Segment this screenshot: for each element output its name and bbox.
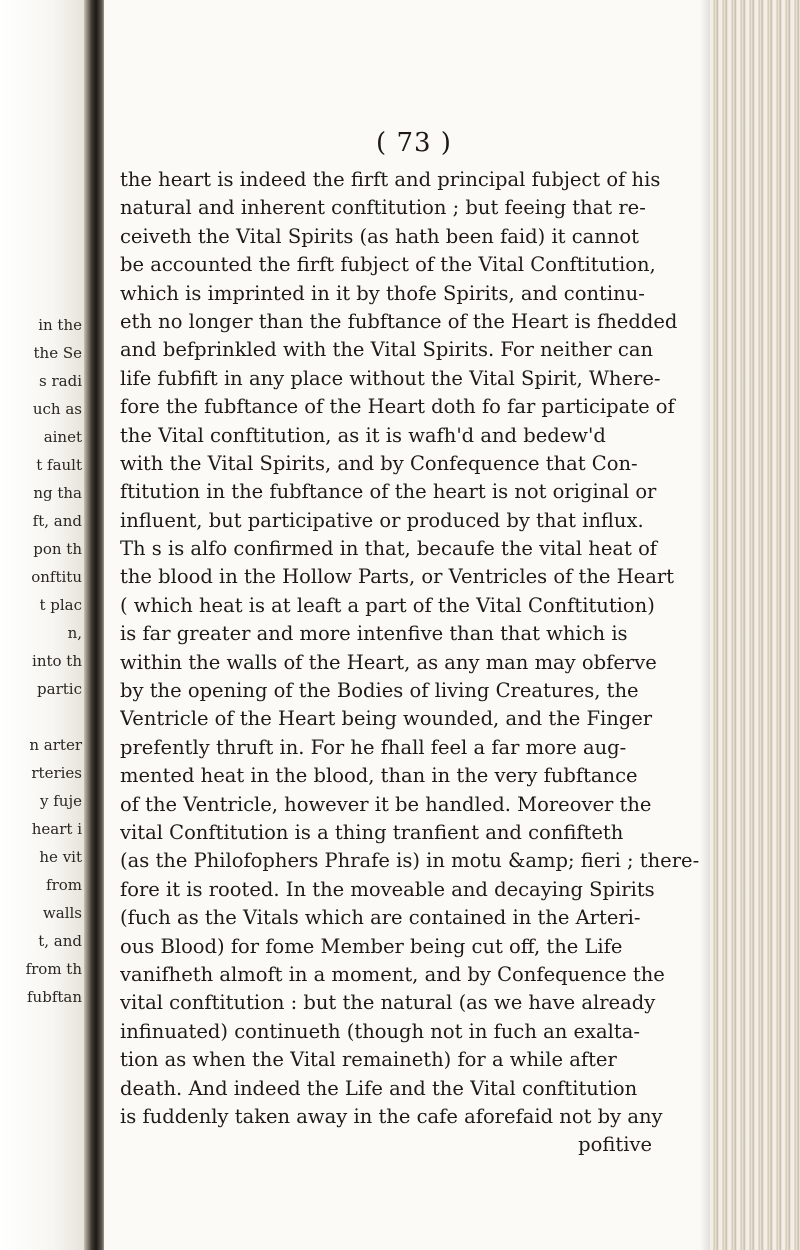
text-line: life fubfift in any place without the Vital Spirit, Where- <box>120 366 661 390</box>
catchword: pofitive <box>578 1133 652 1157</box>
body-text <box>120 166 700 1160</box>
book-gutter <box>84 0 106 1250</box>
text-line: fore the fubftance of the Heart doth fo far participate of <box>120 395 675 419</box>
facing-page-fragment: onftitu <box>31 568 82 586</box>
facing-page-fragment: uch as <box>32 400 82 418</box>
text-line: eth no longer than the fubftance of the Heart is fhedded <box>120 309 678 333</box>
facing-page-fragment: from th <box>25 960 82 978</box>
text-line: be accounted the firft fubject of the Vital Conftitution, <box>120 253 656 277</box>
fore-edge-pages <box>710 0 800 1250</box>
page-number: ( 73 ) <box>376 128 452 158</box>
facing-page-fragment: into th <box>32 652 82 670</box>
text-line: ceiveth the Vital Spirits (as hath been faid) it cannot <box>120 224 639 248</box>
text-line: within the walls of the Heart, as any man may obferve <box>120 650 657 674</box>
text-line: vanifheth almoft in a moment, and by Confequence the <box>120 962 665 986</box>
facing-page-fragment: n arter <box>29 736 82 754</box>
facing-page-margin <box>0 0 88 1250</box>
text-line: mented heat in the blood, than in the very fubftance <box>120 764 638 788</box>
facing-page-fragment: ng tha <box>33 484 82 502</box>
text-line: vital Conftitution is a thing tranfient and confifteth <box>120 820 624 844</box>
text-line: influent, but participative or produced by that influx. <box>120 508 644 532</box>
text-line: the blood in the Hollow Parts, or Ventricles of the Heart <box>120 565 674 589</box>
text-line: the heart is indeed the firft and principal fubject of his <box>120 168 661 191</box>
text-line: the Vital conftitution, as it is wafh'd and bedew'd <box>120 423 606 447</box>
text-line: prefently thruft in. For he fhall feel a far more aug- <box>120 735 627 759</box>
text-line: ftitution in the fubftance of the heart is not original or <box>120 480 657 504</box>
facing-page-fragment: walls <box>42 904 82 922</box>
facing-page-fragment: t, and <box>38 932 82 950</box>
text-line: with the Vital Spirits, and by Confequence that Con- <box>120 451 638 475</box>
facing-page-fragment: n, <box>67 624 82 642</box>
text-line: infinuated) continueth (though not in fuch an exalta- <box>120 1019 640 1043</box>
facing-page-fragment: he vit <box>39 848 82 866</box>
facing-page-fragment: in the <box>38 316 82 334</box>
text-line: by the opening of the Bodies of living Creatures, the <box>120 679 639 703</box>
book-page <box>104 0 710 1250</box>
facing-page-fragment: t plac <box>39 596 82 614</box>
text-line: is fuddenly taken away in the cafe aforefaid not by any <box>120 1104 663 1128</box>
text-line: death. And indeed the Life and the Vital conftitution <box>120 1076 638 1100</box>
facing-page-fragment: y fuje <box>40 792 82 810</box>
text-line: of the Ventricle, however it be handled. Moreover the <box>120 792 652 816</box>
facing-page-fragment: the Se <box>33 344 82 362</box>
facing-page-fragment: fubftan <box>27 988 82 1006</box>
facing-page-fragment: partic <box>37 680 82 698</box>
text-line: tion as when the Vital remaineth) for a while after <box>120 1048 617 1072</box>
text-line: (as the Philofophers Phrafe is) in motu &amp; fieri ; there- <box>120 849 700 873</box>
text-line: natural and inherent conftitution ; but feeing that re- <box>120 196 646 220</box>
facing-page-fragment: s radi <box>39 372 82 390</box>
text-line: (fuch as the Vitals which are contained in the Arteri- <box>120 906 641 930</box>
facing-page-fragment: ft, and <box>32 512 82 530</box>
text-line: vital conftitution : but the natural (as we have already <box>120 991 656 1015</box>
text-line: ( which heat is at leaft a part of the Vital Conftitution) <box>120 593 655 617</box>
facing-page-fragment: t fault <box>36 456 82 474</box>
text-line: and befprinkled with the Vital Spirits. For neither can <box>120 338 654 362</box>
text-line: which is imprinted in it by thofe Spirits, and continu- <box>120 281 645 305</box>
text-line: is far greater and more intenfive than that which is <box>120 622 628 646</box>
text-line: Ventricle of the Heart being wounded, and the Finger <box>120 707 653 731</box>
facing-page-fragment: pon th <box>33 540 82 558</box>
facing-page-fragment: rteries <box>31 764 82 782</box>
text-line: Th s is alfo confirmed in that, becaufe the vital heat of <box>120 537 658 561</box>
facing-page-fragment: from <box>46 876 82 894</box>
text-line: fore it is rooted. In the moveable and decaying Spirits <box>120 877 655 901</box>
facing-page-fragment: heart i <box>31 820 82 838</box>
facing-page-fragment: ainet <box>43 428 82 446</box>
text-line: ous Blood) for fome Member being cut off, the Life <box>120 934 623 958</box>
